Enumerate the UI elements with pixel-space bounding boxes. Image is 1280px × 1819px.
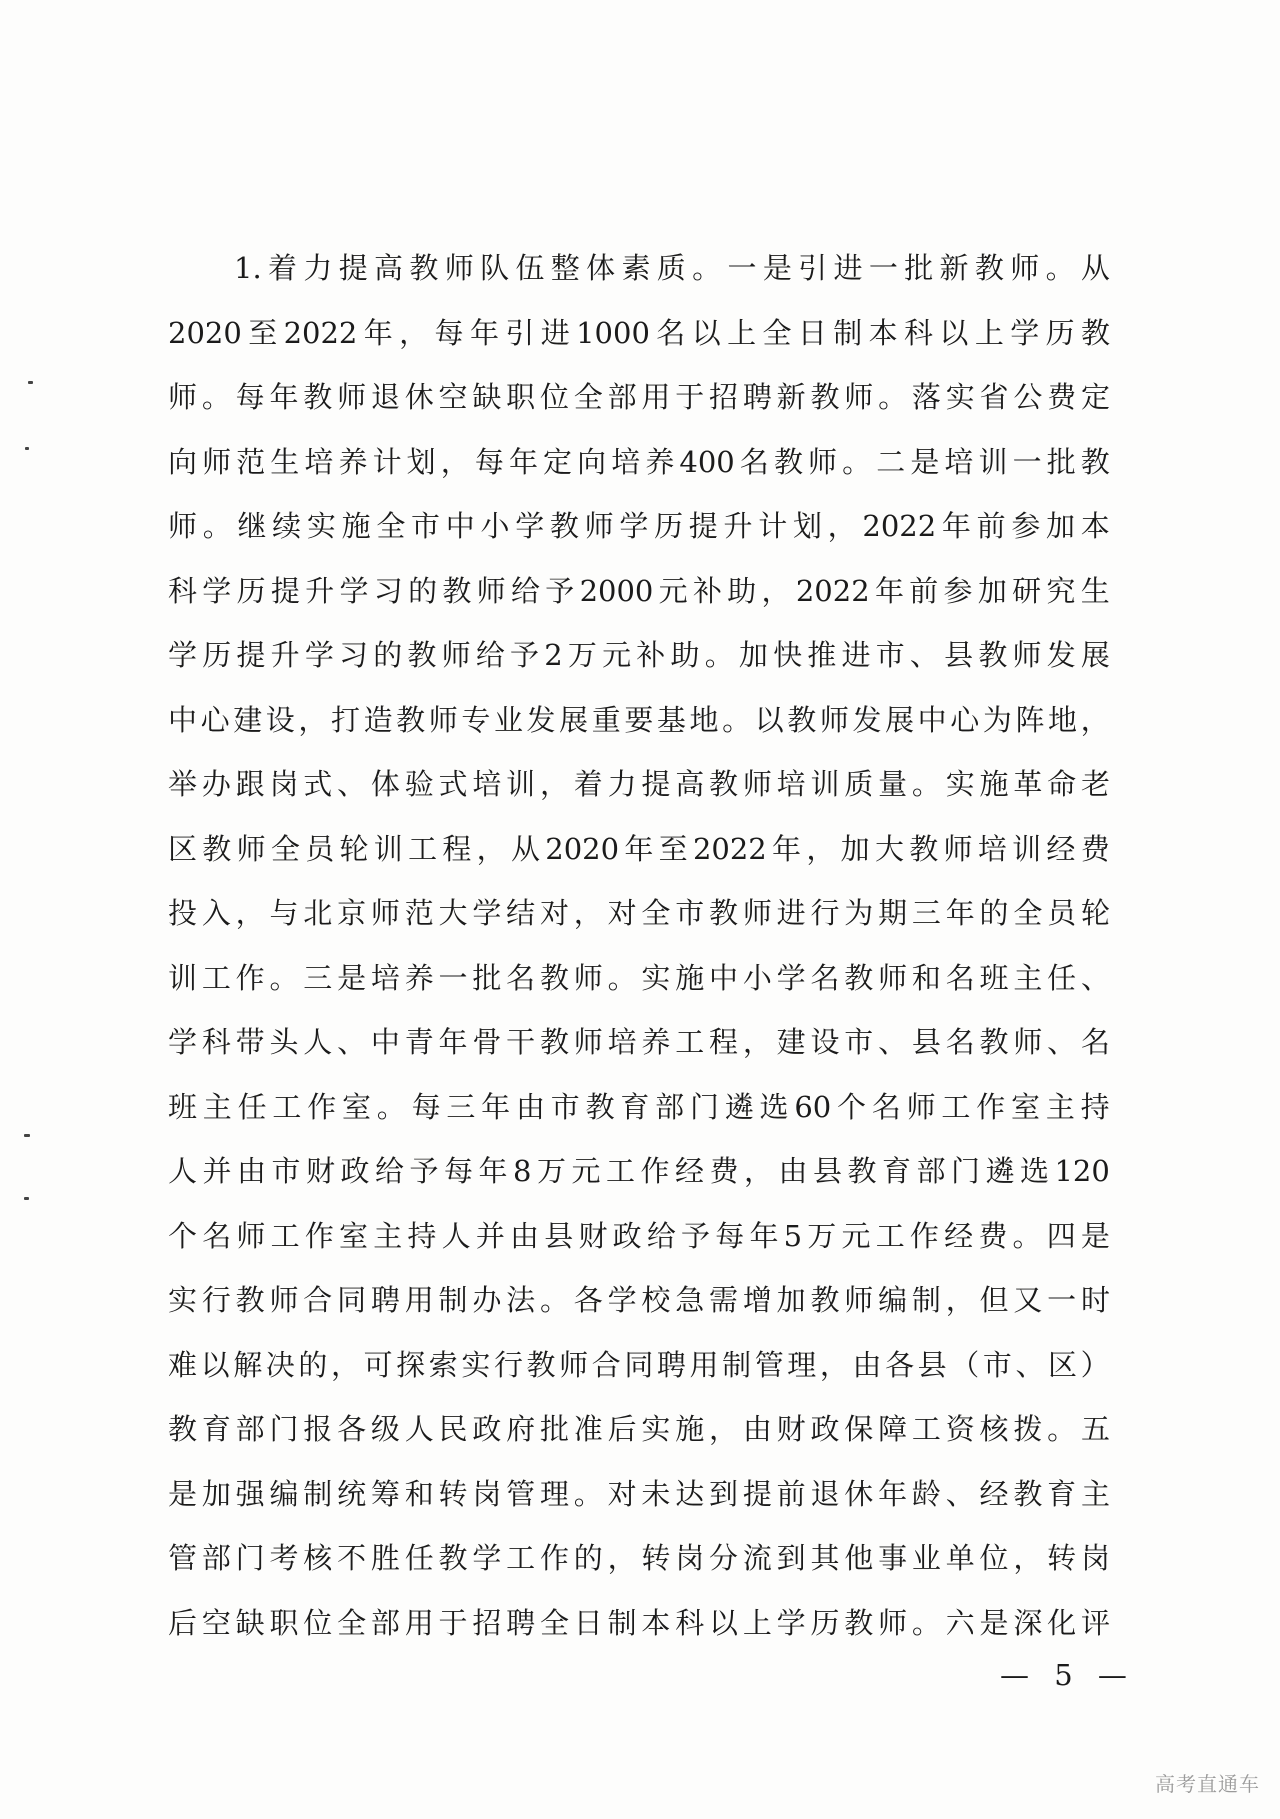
text-line: 训 工 作 。 三 是 培 养 一 批 名 教 师 。 实 施 中 小 学 名 教 师 和 名 班 主 任 、 — [168, 960, 1110, 995]
text-line: 投 入 ， 与 北 京 师 范 大 学 结 对 ， 对 全 市 教 师 进 行 为 期 三 年 的 全 员 轮 — [168, 896, 1110, 930]
text-line: 难 以 解 决 的 ， 可 探 索 实 行 教 师 合 同 聘 用 制 管 理 ， 由 各 县 （ 市 、 区 ） — [168, 1347, 1110, 1382]
text-line: 班 主 任 工 作 室 。 每 三 年 由 市 教 育 部 门 遴 选 60 个 名 师 工 作 室 主 持 — [168, 1089, 1110, 1124]
body-text — [168, 236, 1110, 1655]
scan-speck — [24, 1134, 30, 1137]
text-line: 学 历 提 升 学 习 的 教 师 给 予 2 万 元 补 助 。 加 快 推 进 市 、 县 教 师 发 展 — [168, 638, 1110, 672]
text-line: 向 师 范 生 培 养 计 划 ， 每 年 定 向 培 养 400 名 教 师 。 二 是 培 训 一 批 教 — [168, 444, 1110, 479]
text-line: 师 。 继 续 实 施 全 市 中 小 学 教 师 学 历 提 升 计 划 ， 2022 年 前 参 加 本 — [168, 509, 1110, 543]
text-line: 学 科 带 头 人 、 中 青 年 骨 干 教 师 培 养 工 程 ， 建 设 市 、 县 名 教 师 、 名 — [168, 1025, 1110, 1059]
scan-speck — [25, 447, 29, 450]
scan-speck — [28, 381, 33, 384]
text-line: 人 并 由 市 财 政 给 予 每 年 8 万 元 工 作 经 费 ， 由 县 教 育 部 门 遴 选 120 — [168, 1154, 1110, 1188]
text-line: 实 行 教 师 合 同 聘 用 制 办 法 。 各 学 校 急 需 增 加 教 师 编 制 ， 但 又 一 时 — [168, 1283, 1110, 1317]
scan-speck — [24, 1197, 29, 1200]
text-line: 2020 至 2022 年 ， 每 年 引 进 1000 名 以 上 全 日 制 本 科 以 上 学 历 教 — [168, 315, 1110, 350]
text-line: 师 。 每 年 教 师 退 休 空 缺 职 位 全 部 用 于 招 聘 新 教 师 。 落 实 省 公 费 定 — [168, 380, 1110, 414]
watermark: 高考直通车 — [1155, 1772, 1260, 1796]
text-line: 后 空 缺 职 位 全 部 用 于 招 聘 全 日 制 本 科 以 上 学 历 教 师 。 六 是 深 化 评 — [168, 1605, 1110, 1640]
text-line: 区 教 师 全 员 轮 训 工 程 ， 从 2020 年 至 2022 年 ， 加 大 教 师 培 训 经 费 — [168, 831, 1110, 866]
page-number: — 5 — — [1000, 1658, 1135, 1692]
text-line: 科 学 历 提 升 学 习 的 教 师 给 予 2000 元 补 助 ， 2022 年 前 参 加 研 究 生 — [168, 573, 1110, 608]
text-line: 个 名 师 工 作 室 主 持 人 并 由 县 财 政 给 予 每 年 5 万 元 工 作 经 费 。 四 是 — [168, 1218, 1110, 1253]
text-line: 举 办 跟 岗 式 、 体 验 式 培 训 ， 着 力 提 高 教 师 培 训 质 量 。 实 施 革 命 老 — [168, 767, 1110, 801]
text-line: 是 加 强 编 制 统 筹 和 转 岗 管 理 。 对 未 达 到 提 前 退 休 年 龄 、 经 教 育 主 — [168, 1476, 1110, 1511]
text-line: 中 心 建 设 ， 打 造 教 师 专 业 发 展 重 要 基 地 。 以 教 师 发 展 中 心 为 阵 地 ， — [168, 702, 1110, 737]
text-line: 管 部 门 考 核 不 胜 任 教 学 工 作 的 ， 转 岗 分 流 到 其 他 事 业 单 位 ， 转 岗 — [168, 1541, 1110, 1575]
text-line: 1. 着 力 提 高 教 师 队 伍 整 体 素 质 。 一 是 引 进 一 批 新 教 师 。 从 — [234, 251, 1110, 285]
text-line: 教 育 部 门 报 各 级 人 民 政 府 批 准 后 实 施 ， 由 财 政 保 障 工 资 核 拨 。 五 — [168, 1412, 1110, 1446]
